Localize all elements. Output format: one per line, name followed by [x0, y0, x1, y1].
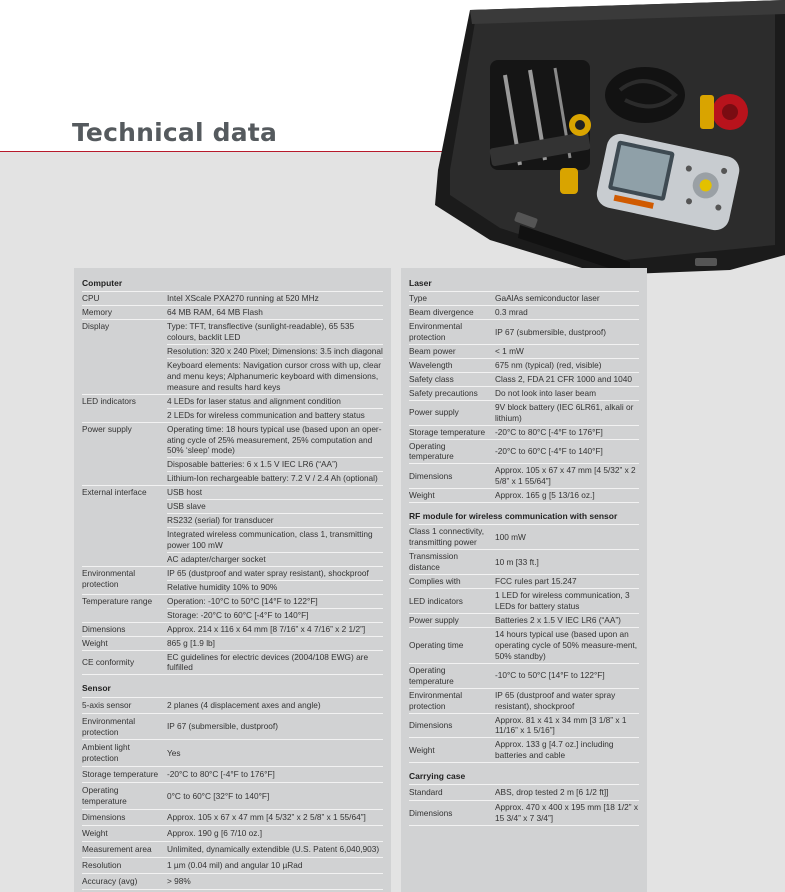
spec-label: Temperature range	[82, 594, 167, 622]
sensor-heading: Sensor	[82, 681, 383, 697]
spec-value-line: Storage: -20°C to 60°C [-4°F to 140°F]	[167, 608, 383, 622]
spec-value: 2 planes (4 displacement axes and angle)	[167, 698, 383, 713]
spec-value: Do not look into laser beam	[495, 386, 639, 400]
spec-label: Weight	[409, 738, 495, 763]
spec-label: Environmental protection	[82, 713, 167, 740]
rf-table	[409, 525, 639, 763]
spec-row	[409, 627, 639, 663]
spec-row	[82, 594, 383, 622]
spec-value-line: Type: TFT, transflective (sunlight-readable), 65 535 colours, backlit LED	[167, 321, 355, 343]
spec-row	[82, 650, 383, 675]
spec-row	[409, 439, 639, 464]
spec-value: Approx. 165 g [5 13/16 oz.]	[495, 489, 639, 503]
spec-value: Approx. 105 x 67 x 47 mm [4 5/32” x 2 5/8” x 1 55/64”]	[167, 810, 383, 826]
spec-value-line: Operation: -10°C to 50°C [14°F to 122°F]	[167, 595, 318, 606]
spec-value: Approx. 133 g [4.7 oz.] including batteries and cable	[495, 738, 639, 763]
carrying-case-photo	[430, 0, 785, 275]
spec-label: LED indicators	[82, 394, 167, 422]
spec-value-line: Operating time: 18 hours typical use (based upon an oper-ating cycle of 25% measurement, 25% computation and 50% ‘sleep’ mode)	[167, 423, 382, 456]
spec-value: 675 nm (typical) (red, visible)	[495, 358, 639, 372]
spec-value: IP 65 (dustproof and water spray resistant), shockproof	[495, 688, 639, 713]
spec-row	[409, 785, 639, 800]
spec-label: Operating temperature	[409, 663, 495, 688]
spec-value-line: IP 65 (dustproof and water spray resistant), shockproof	[167, 567, 369, 578]
spec-row	[82, 767, 383, 783]
spec-value: IP 67 (submersible, dustproof)	[167, 713, 383, 740]
spec-row	[409, 525, 639, 549]
spec-value	[167, 566, 383, 594]
spec-value: IP 67 (submersible, dustproof)	[495, 320, 639, 345]
spec-value: < 1 mW	[495, 344, 639, 358]
right-spec-panel	[401, 268, 647, 892]
spec-value-line: AC adapter/charger socket	[167, 552, 383, 566]
sensor-table	[82, 698, 383, 890]
spec-value-line: RS232 (serial) for transducer	[167, 513, 383, 527]
spec-row	[409, 688, 639, 713]
spec-row	[409, 575, 639, 589]
spec-value	[167, 320, 383, 395]
spec-label: Dimensions	[82, 622, 167, 636]
spec-label: Safety precautions	[409, 386, 495, 400]
spec-row	[409, 344, 639, 358]
spec-value: Class 2, FDA 21 CFR 1000 and 1040	[495, 372, 639, 386]
spec-row	[409, 306, 639, 320]
spec-row	[409, 425, 639, 439]
spec-value: 1 µm (0.04 mil) and angular 10 µRad	[167, 857, 383, 873]
computer-heading: Computer	[82, 276, 383, 292]
spec-row	[82, 698, 383, 713]
spec-row	[409, 358, 639, 372]
spec-label: Resolution	[82, 857, 167, 873]
spec-label: Weight	[82, 636, 167, 650]
spec-value-line: USB host	[167, 487, 203, 498]
spec-row	[409, 663, 639, 688]
spec-row	[409, 320, 639, 345]
spec-row	[82, 566, 383, 594]
spec-row	[82, 622, 383, 636]
spec-label: Storage temperature	[82, 767, 167, 783]
spec-label: Ambient light protection	[82, 740, 167, 767]
spec-row	[82, 320, 383, 395]
spec-row	[409, 292, 639, 305]
spec-label: Power supply	[82, 422, 167, 486]
spec-value-line: Integrated wireless communication, class 1, transmitting power 100 mW	[167, 527, 383, 552]
spec-label: Class 1 connectivity, transmitting power	[409, 525, 495, 549]
spec-value: GaAlAs semiconductor laser	[495, 292, 639, 305]
spec-row	[409, 801, 639, 826]
computer-table	[82, 292, 383, 675]
case-heading: Carrying case	[409, 769, 639, 785]
spec-value: 0.3 mrad	[495, 306, 639, 320]
spec-value	[167, 394, 383, 422]
spec-label: Dimensions	[409, 713, 495, 738]
spec-label: 5-axis sensor	[82, 698, 167, 713]
spec-label: Storage temperature	[409, 425, 495, 439]
spec-value: EC guidelines for electric devices (2004/108 EWG) are fulfilled	[167, 650, 383, 675]
spec-value-line: Lithium-Ion rechargeable battery: 7.2 V / 2.4 Ah (optional)	[167, 471, 383, 485]
spec-label: Type	[409, 292, 495, 305]
spec-value: Approx. 190 g [6 7/10 oz.]	[167, 826, 383, 842]
spec-value: 100 mW	[495, 525, 639, 549]
spec-row	[82, 713, 383, 740]
spec-value: -20°C to 80°C [-4°F to 176°F]	[495, 425, 639, 439]
spec-label: Power supply	[409, 614, 495, 628]
spec-value-line: USB slave	[167, 499, 383, 513]
spec-value: ABS, drop tested 2 m [6 1/2 ft]]	[495, 785, 639, 800]
spec-value: 1 LED for wireless communication, 3 LEDs for battery status	[495, 589, 639, 614]
spec-label: External interface	[82, 486, 167, 567]
spec-value: -20°C to 60°C [-4°F to 140°F]	[495, 439, 639, 464]
spec-row	[82, 306, 383, 320]
spec-row	[82, 842, 383, 858]
spec-value: 64 MB RAM, 64 MB Flash	[167, 306, 383, 320]
spec-row	[409, 713, 639, 738]
spec-label: Environmental protection	[409, 688, 495, 713]
spec-label: Accuracy (avg)	[82, 873, 167, 889]
spec-value: FCC rules part 15.247	[495, 575, 639, 589]
spec-row	[409, 550, 639, 575]
spec-label: Operating temperature	[82, 783, 167, 810]
spec-value-line: Relative humidity 10% to 90%	[167, 580, 383, 594]
spec-row	[82, 422, 383, 486]
spec-value	[167, 422, 383, 486]
spec-value: Yes	[167, 740, 383, 767]
spec-label: CPU	[82, 292, 167, 305]
spec-value-line: Resolution: 320 x 240 Pixel; Dimensions: 3.5 inch diagonal	[167, 345, 383, 356]
spec-value: 0°C to 60°C [32°F to 140°F]	[167, 783, 383, 810]
spec-value-line: 2 LEDs for wireless communication and battery status	[167, 408, 383, 422]
spec-label: Operating temperature	[409, 439, 495, 464]
spec-value: 865 g [1.9 lb]	[167, 636, 383, 650]
case-table	[409, 785, 639, 826]
left-spec-panel	[74, 268, 391, 892]
spec-value: -10°C to 50°C [14°F to 122°F]	[495, 663, 639, 688]
spec-value-line: Keyboard elements: Navigation cursor cross with up, clear and menu keys; Alphanumeric keyboard with dimensions, measure and results hard keys	[167, 358, 383, 394]
spec-label: Beam divergence	[409, 306, 495, 320]
spec-value	[167, 594, 383, 622]
spec-row	[82, 783, 383, 810]
spec-label: Power supply	[409, 400, 495, 425]
spec-label: LED indicators	[409, 589, 495, 614]
spec-row	[82, 636, 383, 650]
spec-row	[82, 857, 383, 873]
spec-row	[409, 372, 639, 386]
spec-value: 9V block battery (IEC 6LR61, alkali or lithium)	[495, 400, 639, 425]
spec-label: Beam power	[409, 344, 495, 358]
spec-value: Approx. 105 x 67 x 47 mm [4 5/32” x 2 5/8” x 1 55/64”]	[495, 464, 639, 489]
spec-value: Approx. 470 x 400 x 195 mm [18 1/2” x 15 3/4” x 7 3/4”]	[495, 801, 639, 826]
spec-label: Wavelength	[409, 358, 495, 372]
spec-value	[167, 486, 383, 567]
spec-row	[409, 464, 639, 489]
spec-label: Complies with	[409, 575, 495, 589]
spec-row	[409, 386, 639, 400]
spec-row	[409, 614, 639, 628]
laser-table	[409, 292, 639, 503]
page-title: Technical data	[72, 118, 278, 147]
spec-label: Dimensions	[82, 810, 167, 826]
spec-row	[82, 740, 383, 767]
spec-value: Approx. 214 x 116 x 64 mm [8 7/16” x 4 7/16” x 2 1/2”]	[167, 622, 383, 636]
spec-row	[82, 826, 383, 842]
spec-row	[82, 292, 383, 305]
spec-row	[82, 873, 383, 889]
spec-label: Weight	[82, 826, 167, 842]
spec-label: Standard	[409, 785, 495, 800]
spec-label: Operating time	[409, 627, 495, 663]
spec-label: Safety class	[409, 372, 495, 386]
spec-value: Unlimited, dynamically extendible (U.S. Patent 6,040,903)	[167, 842, 383, 858]
laser-heading: Laser	[409, 276, 639, 292]
spec-label: Transmission distance	[409, 550, 495, 575]
spec-row	[409, 400, 639, 425]
spec-row	[409, 489, 639, 503]
spec-label: Dimensions	[409, 801, 495, 826]
spec-label: CE conformity	[82, 650, 167, 675]
spec-value: 14 hours typical use (based upon an operating cycle of 50% measure-ment, 50% standby)	[495, 627, 639, 663]
spec-value-line: 4 LEDs for laser status and alignment condition	[167, 395, 341, 406]
spec-value: -20°C to 80°C [-4°F to 176°F]	[167, 767, 383, 783]
spec-row	[82, 486, 383, 567]
spec-row	[82, 810, 383, 826]
spec-value: 10 m [33 ft.]	[495, 550, 639, 575]
spec-row	[82, 394, 383, 422]
spec-row	[409, 589, 639, 614]
spec-label: Display	[82, 320, 167, 395]
spec-value-line: Disposable batteries: 6 x 1.5 V IEC LR6 (“AA”)	[167, 457, 383, 471]
spec-label: Measurement area	[82, 842, 167, 858]
spec-label: Dimensions	[409, 464, 495, 489]
spec-label: Environmental protection	[409, 320, 495, 345]
spec-label: Environmental protection	[82, 566, 167, 594]
spec-label: Weight	[409, 489, 495, 503]
spec-row	[409, 738, 639, 763]
spec-value: Intel XScale PXA270 running at 520 MHz	[167, 292, 383, 305]
rf-heading: RF module for wireless communication with sensor	[409, 509, 639, 525]
spec-value: Approx. 81 x 41 x 34 mm [3 1/8” x 1 11/16” x 1 5/16”]	[495, 713, 639, 738]
spec-value: > 98%	[167, 873, 383, 889]
spec-value: Batteries 2 x 1.5 V IEC LR6 (“AA”)	[495, 614, 639, 628]
spec-label: Memory	[82, 306, 167, 320]
